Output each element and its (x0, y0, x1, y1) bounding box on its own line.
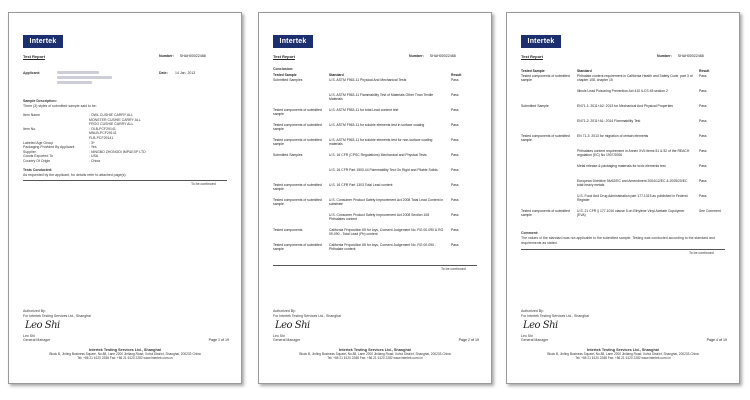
authorized-for: For Intertek Testing Services Ltd., Shanghai (23, 314, 91, 318)
report-number: Number: SHAH00022488 (657, 54, 704, 58)
table-row (273, 93, 479, 108)
standard-cell: U.S. 16 CFR (CPSC Regulations) Mechanical and Physical Tests (329, 153, 427, 157)
standard-cell: U.S. Food And Drug Administration part 177.1315 as published in Federal Register (577, 194, 688, 203)
field-label: Goods Exported To (23, 154, 53, 159)
authorized-for: For Intertek Testing Services Ltd., Shanghai (273, 314, 341, 318)
tested-sample-cell: Tested components of submitted sample (273, 138, 322, 147)
result-cell: Pass (451, 198, 459, 202)
table-row (273, 138, 479, 153)
result-cell: Pass (699, 194, 707, 198)
conclusion-label: Conclusion: (273, 67, 294, 71)
col-header-sample: Tested Sample (521, 69, 545, 73)
result-cell: Pass (451, 78, 459, 82)
signer-title: General Manager (521, 338, 549, 342)
authorized-for: For Intertek Testing Services Ltd., Shanghai (521, 314, 589, 318)
table-row (521, 134, 727, 149)
page-number: Page 1 of 19 (208, 338, 229, 342)
standard-cell: U.S. ASTM F963-11 Physical And Mechanical Tests (329, 78, 407, 82)
standard-cell: EN71-1: 2011+A2: 2013 for Mechanical And Physical Properties (577, 104, 673, 108)
signer-name: Leo Shi (521, 334, 533, 338)
signature: Leo Shi (275, 320, 310, 331)
table-row (521, 74, 727, 89)
result-cell: Pass (699, 119, 707, 123)
footer-contact: Tel: +86 21 6120 2288 Fax: +86 21 6120 2282 www.intertek.com.cn (327, 356, 423, 361)
tested-sample-cell: Tested components of submitted sample (273, 183, 322, 192)
result-cell: Pass (451, 213, 459, 217)
authorized-by-label: Authorized By: (521, 309, 544, 313)
result-cell: Pass (699, 164, 707, 168)
footer (507, 348, 739, 361)
table-row (521, 104, 727, 119)
test-report-label: Test Report (23, 54, 45, 59)
footer-company: Intertek Testing Services Ltd., Shanghai (89, 348, 161, 352)
field-label: Country Of Origin (23, 159, 51, 163)
field-value: FLB-PCF29141 (89, 136, 114, 140)
field-label: Item Name (23, 113, 41, 117)
table-row (521, 194, 727, 209)
field-value: MNLB-PCF29141 (89, 131, 117, 136)
standard-cell: U.S. ASTM F963-11 for soluble elements test in surface coating (329, 123, 425, 127)
footer-company: Intertek Testing Services Ltd., Shanghai (587, 348, 659, 352)
footer-address: Block B, Jinling Business Square, No.88, Lane 2200 Jinliang Road, Xuhui District, Shanghai, 200233 China (49, 352, 201, 357)
tested-sample-cell: Tested components of submitted sample (521, 134, 570, 143)
divider (521, 249, 725, 250)
result-cell: Pass (451, 243, 459, 247)
conclusion-table (273, 73, 479, 258)
tested-sample-cell: Tested components (273, 228, 303, 232)
table-row (521, 119, 727, 134)
table-row (273, 78, 479, 93)
result-cell: Pass (451, 123, 459, 127)
table-row (273, 108, 479, 123)
tested-sample-cell: Tested components of submitted sample (521, 209, 570, 218)
result-cell: See Comment (699, 209, 721, 213)
report-page-4 (506, 12, 740, 384)
table-row (521, 179, 727, 194)
result-cell: Pass (451, 168, 459, 172)
signer-title: General Manager (273, 338, 301, 342)
tested-sample-cell: Submitted Samples (273, 78, 303, 82)
table-row (273, 213, 479, 228)
applicant-label: Applicant: (23, 71, 41, 75)
table-row (273, 168, 479, 183)
field-label: Supplier (23, 149, 36, 154)
tested-sample-cell: Submitted Samples (273, 153, 303, 157)
standard-cell: European Directive 94/62/EC and Amendment 2004/12/EC & 2005/20/EC total heavy metals (577, 179, 688, 188)
intertek-logo: Intertek (273, 35, 313, 48)
to-be-continued: To be continued (689, 251, 714, 255)
results-table (521, 69, 727, 224)
tested-sample-cell: Tested components of submitted sample (273, 243, 322, 252)
divider (273, 265, 477, 266)
sample-description-label: Sample Description: (23, 99, 57, 103)
sample-description-text: Three (3) styles of submitted sample said to be: (23, 104, 97, 108)
report-page-1 (8, 12, 242, 384)
test-report-label: Test Report (521, 54, 543, 59)
col-header-sample: Tested Sample (273, 73, 297, 77)
standard-cell: U.S. 21 CFR § 177.1010 clause 5 on Ethylene Vinyl Acetate Copolymer (EVA) (577, 209, 685, 218)
standard-cell: EN 71-3: 2013 for migration of certain elements (577, 134, 649, 138)
intertek-logo: Intertek (23, 35, 63, 48)
table-body (273, 78, 479, 258)
standard-cell: EN71-2: 2011+A1: 2014 Flammability Test (577, 119, 641, 123)
result-cell: Pass (451, 228, 459, 232)
comment-text: The values of the standard was not applicable to the submitted sample. Testing was conducted according to the standard and requirements as stated. (521, 236, 715, 245)
tested-sample-cell: Tested components of submitted sample (273, 123, 322, 132)
field-value: : 3+ (89, 140, 95, 145)
test-report-label: Test Report (273, 54, 295, 59)
signature: Leo Shi (523, 320, 558, 331)
report-page-2 (258, 12, 492, 384)
result-cell: Pass (699, 179, 707, 183)
field-value: : USA (89, 154, 99, 159)
col-header-result: Result (699, 69, 710, 73)
signature: Leo Shi (25, 320, 60, 331)
signer-title: General Manager (23, 338, 51, 342)
standard-cell: Phthalate content requirement in California Health and Safety Code, part 3 of chapter 108, chapter 15 (577, 74, 693, 83)
standard-cell: U.S. Consumer Product Safety Improvement Act 2008 Total Lead Content in substrate (329, 198, 444, 207)
report-number: Number: SHAH00022488 (409, 54, 456, 58)
tested-sample-cell: Tested components of submitted sample (273, 198, 322, 207)
redacted-applicant (57, 81, 92, 84)
result-cell: Pass (451, 183, 459, 187)
footer-address: Block B, Jinling Business Square, No.88, Lane 2200 Jinliang Road, Xuhui District, Shanghai, 200233 China (547, 352, 699, 357)
field-value: : OLB-PCF29141 (89, 126, 116, 131)
tested-sample-cell: Tested components of submitted sample (273, 108, 322, 117)
table-row (273, 153, 479, 168)
field-value: : NINGBO ZHONGDI IMP&EXP LTD (89, 149, 146, 154)
field-value: : Yes (89, 145, 97, 150)
standard-cell: U.S. ASTM F963-11 for soluble elements test for non-surface coating materials (329, 138, 433, 147)
field-value: FROG CUSHIE CARRY ALL (89, 122, 134, 127)
footer-company: Intertek Testing Services Ltd., Shanghai (339, 348, 411, 352)
table-row (521, 149, 727, 164)
authorized-by-label: Authorized By: (23, 309, 46, 313)
col-header-standard: Standard (329, 73, 344, 77)
footer-contact: Tel: +86 21 6120 2288 Fax: +86 21 6120 2282 www.intertek.com.cn (77, 356, 173, 361)
footer (9, 348, 241, 361)
standard-cell: Phthalates content requirement in Annex XVII items 51 & 52 of the REACH regulation (EC) No 1907/2006 (577, 149, 690, 158)
field-label: Packaging Provided By Applicant (23, 145, 75, 150)
tests-conducted-label: Tests Conducted: (23, 168, 53, 172)
footer-address: Block B, Jinling Business Square, No.88, Lane 2200 Jinliang Road, Xuhui District, Shanghai, 200233 China (299, 352, 451, 357)
to-be-continued: To be continued (441, 267, 466, 271)
table-row (521, 89, 727, 104)
standard-cell: U.S. 16 CFR Part 1500.44 Flammability Test On Rigid and Pliable Solids (329, 168, 438, 172)
result-cell: Pass (451, 108, 459, 112)
table-row (521, 164, 727, 179)
to-be-continued: To be continued (191, 182, 216, 186)
date-value: 14 Jan, 2013 (175, 71, 196, 75)
date-label: Date: (159, 71, 168, 75)
comment-label: Comment: (521, 231, 539, 235)
col-header-result: Result (451, 73, 462, 77)
table-row (521, 209, 727, 224)
tested-sample-cell: Submitted Sample (521, 104, 549, 108)
standard-cell: U.S. ASTM F963-11 Flammability Test of Materials Other Than Textile Materials (329, 93, 434, 102)
standard-cell: Illinois Lead Poisoning Prevention Act 410 ILCS 45 section 2 (577, 89, 668, 93)
authorized-by-label: Authorized By: (273, 309, 296, 313)
signer-name: Leo Shi (273, 334, 285, 338)
field-label: Labeled Age Group (23, 140, 54, 145)
page-number: Page 2 of 19 (458, 338, 479, 342)
standard-cell: California Proposition 65 for toys, Consent Judgement No. RG 00-090 & RG 09-090 - Total Lead (Pb) content (329, 228, 444, 237)
standard-cell: Metal release & packaging materials for toxic elements test (577, 164, 666, 168)
tested-sample-cell: Tested components of submitted sample (521, 74, 570, 83)
table-body (521, 74, 727, 224)
footer (259, 348, 491, 361)
result-cell: Pass (699, 149, 707, 153)
table-row (273, 243, 479, 258)
redacted-applicant (57, 76, 112, 79)
table-row (273, 198, 479, 213)
result-cell: Pass (699, 74, 707, 78)
table-row (273, 183, 479, 198)
intertek-logo: Intertek (521, 35, 561, 48)
field-value: MONSTER CUSHIE CARRY ALL (89, 117, 141, 122)
table-row (273, 228, 479, 243)
field-label: Item No. (23, 126, 37, 131)
result-cell: Pass (451, 153, 459, 157)
result-cell: Pass (451, 138, 459, 142)
result-cell: Pass (699, 104, 707, 108)
result-cell: Pass (699, 134, 707, 138)
standard-cell: U.S. 16 CFR Part 1303 Total Lead content (329, 183, 393, 187)
result-cell: Pass (699, 89, 707, 93)
footer-contact: Tel: +86 21 6120 2288 Fax: +86 21 6120 2282 www.intertek.com.cn (575, 356, 671, 361)
signer-name: Leo Shi (23, 334, 35, 338)
col-header-standard: Standard (577, 69, 592, 73)
standard-cell: U.S. ASTM F963-11 for total Lead content test (329, 108, 399, 112)
report-number: Number: SHAH00022488 (159, 54, 206, 58)
divider (23, 180, 227, 181)
field-value: : OWL CUSHIE CARRY ALL (89, 113, 134, 117)
standard-cell: U.S. Consumer Product Safety Improvement Act 2008 Section 108 Phthalates content (329, 213, 430, 222)
redacted-applicant (57, 71, 99, 74)
page-number: Page 4 of 19 (706, 338, 727, 342)
table-row (273, 123, 479, 138)
result-cell: Pass (451, 93, 459, 97)
tests-conducted-text: As requested by the applicant, for details refer to attached page(s). (23, 173, 127, 177)
standard-cell: California Proposition 65 for toys, Consent Judgement No. RG 00-090 - Phthalate content (329, 243, 437, 252)
field-value: : China (89, 159, 101, 163)
